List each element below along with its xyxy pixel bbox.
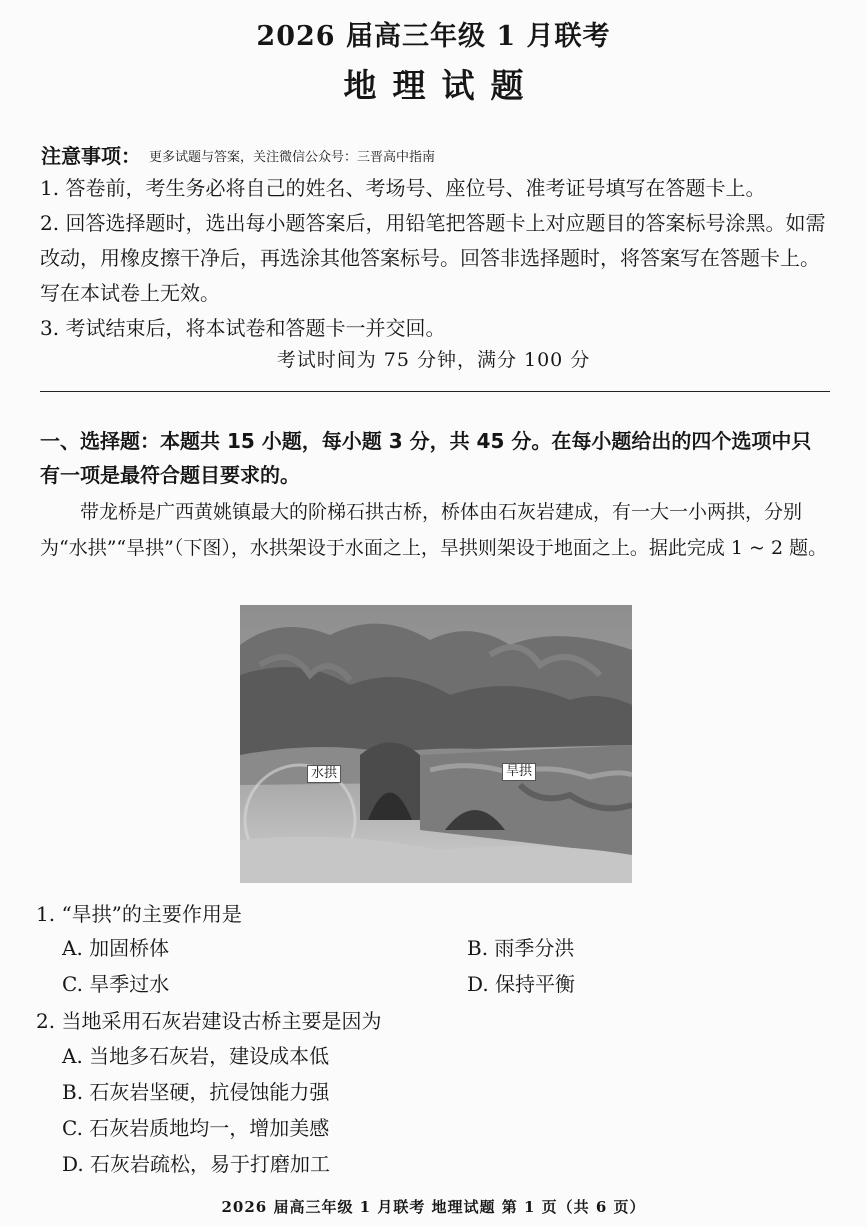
bridge-photo-drawing <box>240 605 632 883</box>
dry-arch-label: 旱拱 <box>502 763 536 781</box>
subject-title: 地理试题 <box>343 66 540 105</box>
question-1-option-a: A. 加固桥体 <box>62 936 170 960</box>
notice-item-2: 2. 回答选择题时，选出每小题答案后，用铅笔把答题卡上对应题目的答案标号涂黑。如需改动，用橡皮擦干净后，再选涂其他答案标号。回答非选择题时，将答案写在答题卡上。写在本试卷上无效。 <box>40 211 826 305</box>
exam-time: 考试时间为 75 分钟，满分 100 分 <box>276 349 591 371</box>
water-arch-label: 水拱 <box>307 765 341 783</box>
question-2-stem: 2. 当地采用石灰岩建设古桥主要是因为 <box>36 1009 382 1033</box>
question-2-option-d: D. 石灰岩疏松，易于打磨加工 <box>62 1152 331 1176</box>
exam-title: 2026 届高三年级 1 月联考 <box>256 21 611 52</box>
question-intro: 带龙桥是广西黄姚镇最大的阶梯石拱古桥，桥体由石灰岩建成，有一大一小两拱，分别为“水拱”“旱拱”（下图），水拱架设于水面之上，旱拱则架设于地面之上。据此完成 1 ~ 2 题。 <box>40 501 828 559</box>
notice-item-1: 1. 答卷前，考生务必将自己的姓名、考场号、座位号、准考证号填写在答题卡上。 <box>40 176 766 200</box>
notice-header <box>41 140 435 169</box>
notice-label: 注意事项： <box>41 144 141 168</box>
bridge-photo <box>240 605 632 883</box>
question-2-option-a: A. 当地多石灰岩，建设成本低 <box>62 1044 330 1068</box>
page-footer: 2026 届高三年级 1 月联考 地理试题 第 1 页（共 6 页） <box>221 1198 646 1216</box>
question-1-option-c: C. 旱季过水 <box>62 972 170 996</box>
question-1-stem: 1. “旱拱”的主要作用是 <box>36 902 242 926</box>
divider <box>40 391 830 392</box>
section-heading: 一、选择题：本题共 15 小题，每小题 3 分，共 45 分。在每小题给出的四个选项中只有一项是最符合题目要求的。 <box>40 429 812 487</box>
question-1-option-b: B. 雨季分洪 <box>467 936 575 960</box>
notice-item-3: 3. 考试结束后，将本试卷和答题卡一并交回。 <box>40 316 446 340</box>
question-2-option-c: C. 石灰岩质地均一，增加美感 <box>62 1116 330 1140</box>
promo-text: 更多试题与答案，关注微信公众号：三晋高中指南 <box>149 150 436 165</box>
question-1-option-d: D. 保持平衡 <box>467 972 576 996</box>
question-2-option-b: B. 石灰岩坚硬，抗侵蚀能力强 <box>62 1080 330 1104</box>
